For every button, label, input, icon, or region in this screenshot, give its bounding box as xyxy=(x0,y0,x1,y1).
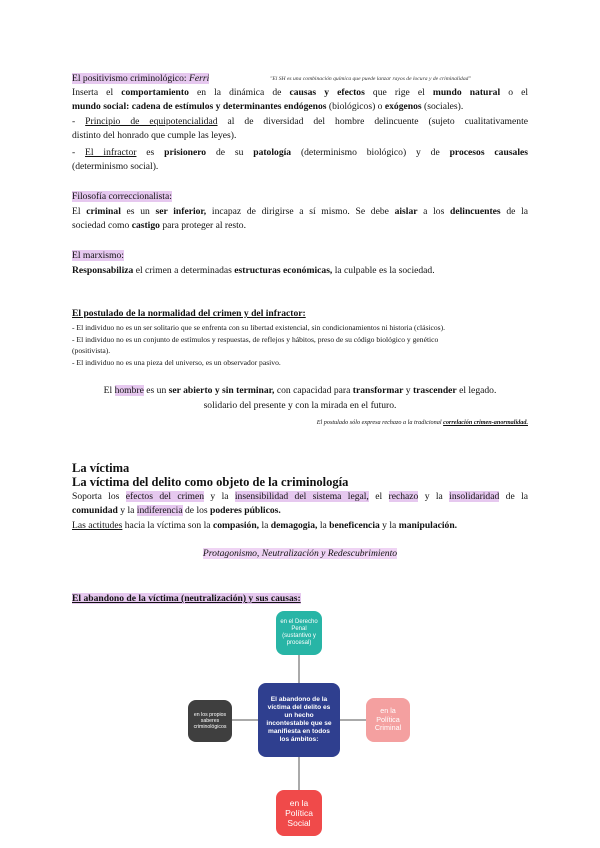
diagram-node-center: El abandono de la víctima del delito es un hecho incontestable que se manifiesta en todos los ámbitos: xyxy=(258,683,340,757)
hombre-line2: solidario del presente y con la mirada en el futuro. xyxy=(203,400,397,411)
victima-p1-line2: comunidad y la indiferencia de los poderes públicos. xyxy=(72,505,281,516)
positivismo-p1-line1: Inserta el comportamiento en la dinámica de causas y efectos que rige el mundo natural o el xyxy=(72,87,528,98)
victima-p2: Las actitudes hacia la víctima son la compasión, la demagogia, la beneficencia y la manipulación. xyxy=(72,520,458,531)
correccional-line1: El criminal es un ser inferior, incapaz de dirigirse a sí mismo. Se debe aislar a los delincuentes de la xyxy=(72,206,529,217)
ferri-quote: "El SH es una combinación química que puede lanzar rayos de locura y de criminalidad" xyxy=(270,76,471,82)
positivismo-p2-line2: distinto del honrado que cumple las leyes). xyxy=(72,130,237,141)
postulado-heading: El postulado de la normalidad del crimen y del infractor: xyxy=(72,308,306,319)
diagram-node-top: en el Derecho Penal (sustantivo y procesal) xyxy=(276,611,322,655)
diagram-node-bottom: en la Política Social xyxy=(276,790,322,836)
correccional-heading: Filosofía correccionalista: xyxy=(72,191,172,202)
victima-title: La víctima xyxy=(72,461,130,475)
postulado-item-3: - El individuo no es una pieza del universo, es un observador pasivo. xyxy=(72,358,281,367)
postulado-note: El postulado sólo expresa rechazo a la tradicional correlación crimen-anormalidad. xyxy=(316,419,528,426)
hombre-line1: El hombre es un ser abierto y sin terminar, con capacidad para transformar y trascender el legado. xyxy=(103,385,497,396)
positivismo-p1-line2: mundo social: cadena de estímulos y determinantes endógenos (biológicos) o exógenos (sociales). xyxy=(72,101,464,112)
postulado-item-2-cont: (positivista). xyxy=(72,346,111,355)
marxismo-heading: El marxismo: xyxy=(72,250,124,261)
positivismo-p3-line1: - El infractor es prisionero de su patología (determinismo biológico) y de procesos causales xyxy=(72,147,529,158)
positivismo-p3-line2: (determinismo social). xyxy=(72,161,159,172)
victima-stages: Protagonismo, Neutralización y Redescubrimiento xyxy=(202,548,398,559)
postulado-item-2: - El individuo no es un conjunto de estímulos y respuestas, de reflejos y hábitos, preso de su código biológico y genético xyxy=(72,335,439,344)
positivismo-p2-line1: - Principio de equipotencialidad al de diversidad del hombre delincuente (sujeto cualitativamente xyxy=(72,116,528,127)
abandono-heading: El abandono de la víctima (neutralización) y sus causas: xyxy=(72,593,301,604)
diagram-node-right: en la Política Criminal xyxy=(366,698,410,742)
marxismo-line: Responsabiliza el crimen a determinadas estructuras económicas, la culpable es la sociedad. xyxy=(72,265,435,276)
victima-p1-line1: Soporta los efectos del crimen y la insensibilidad del sistema legal, el rechazo y la insolidaridad de la xyxy=(72,491,528,502)
postulado-item-1: - El individuo no es un ser solitario que se enfrenta con su libertad existencial, sin condicionamientos ni historia (clásicos). xyxy=(72,323,446,332)
correccional-line2: sociedad como castigo para proteger al resto. xyxy=(72,220,246,231)
positivismo-heading: El positivismo criminológico: Ferri xyxy=(72,73,210,84)
victima-subtitle: La víctima del delito como objeto de la criminología xyxy=(72,475,349,489)
ferri-author: Ferri xyxy=(189,73,210,84)
diagram-node-left: en los propios saberes criminológicos xyxy=(188,700,232,742)
